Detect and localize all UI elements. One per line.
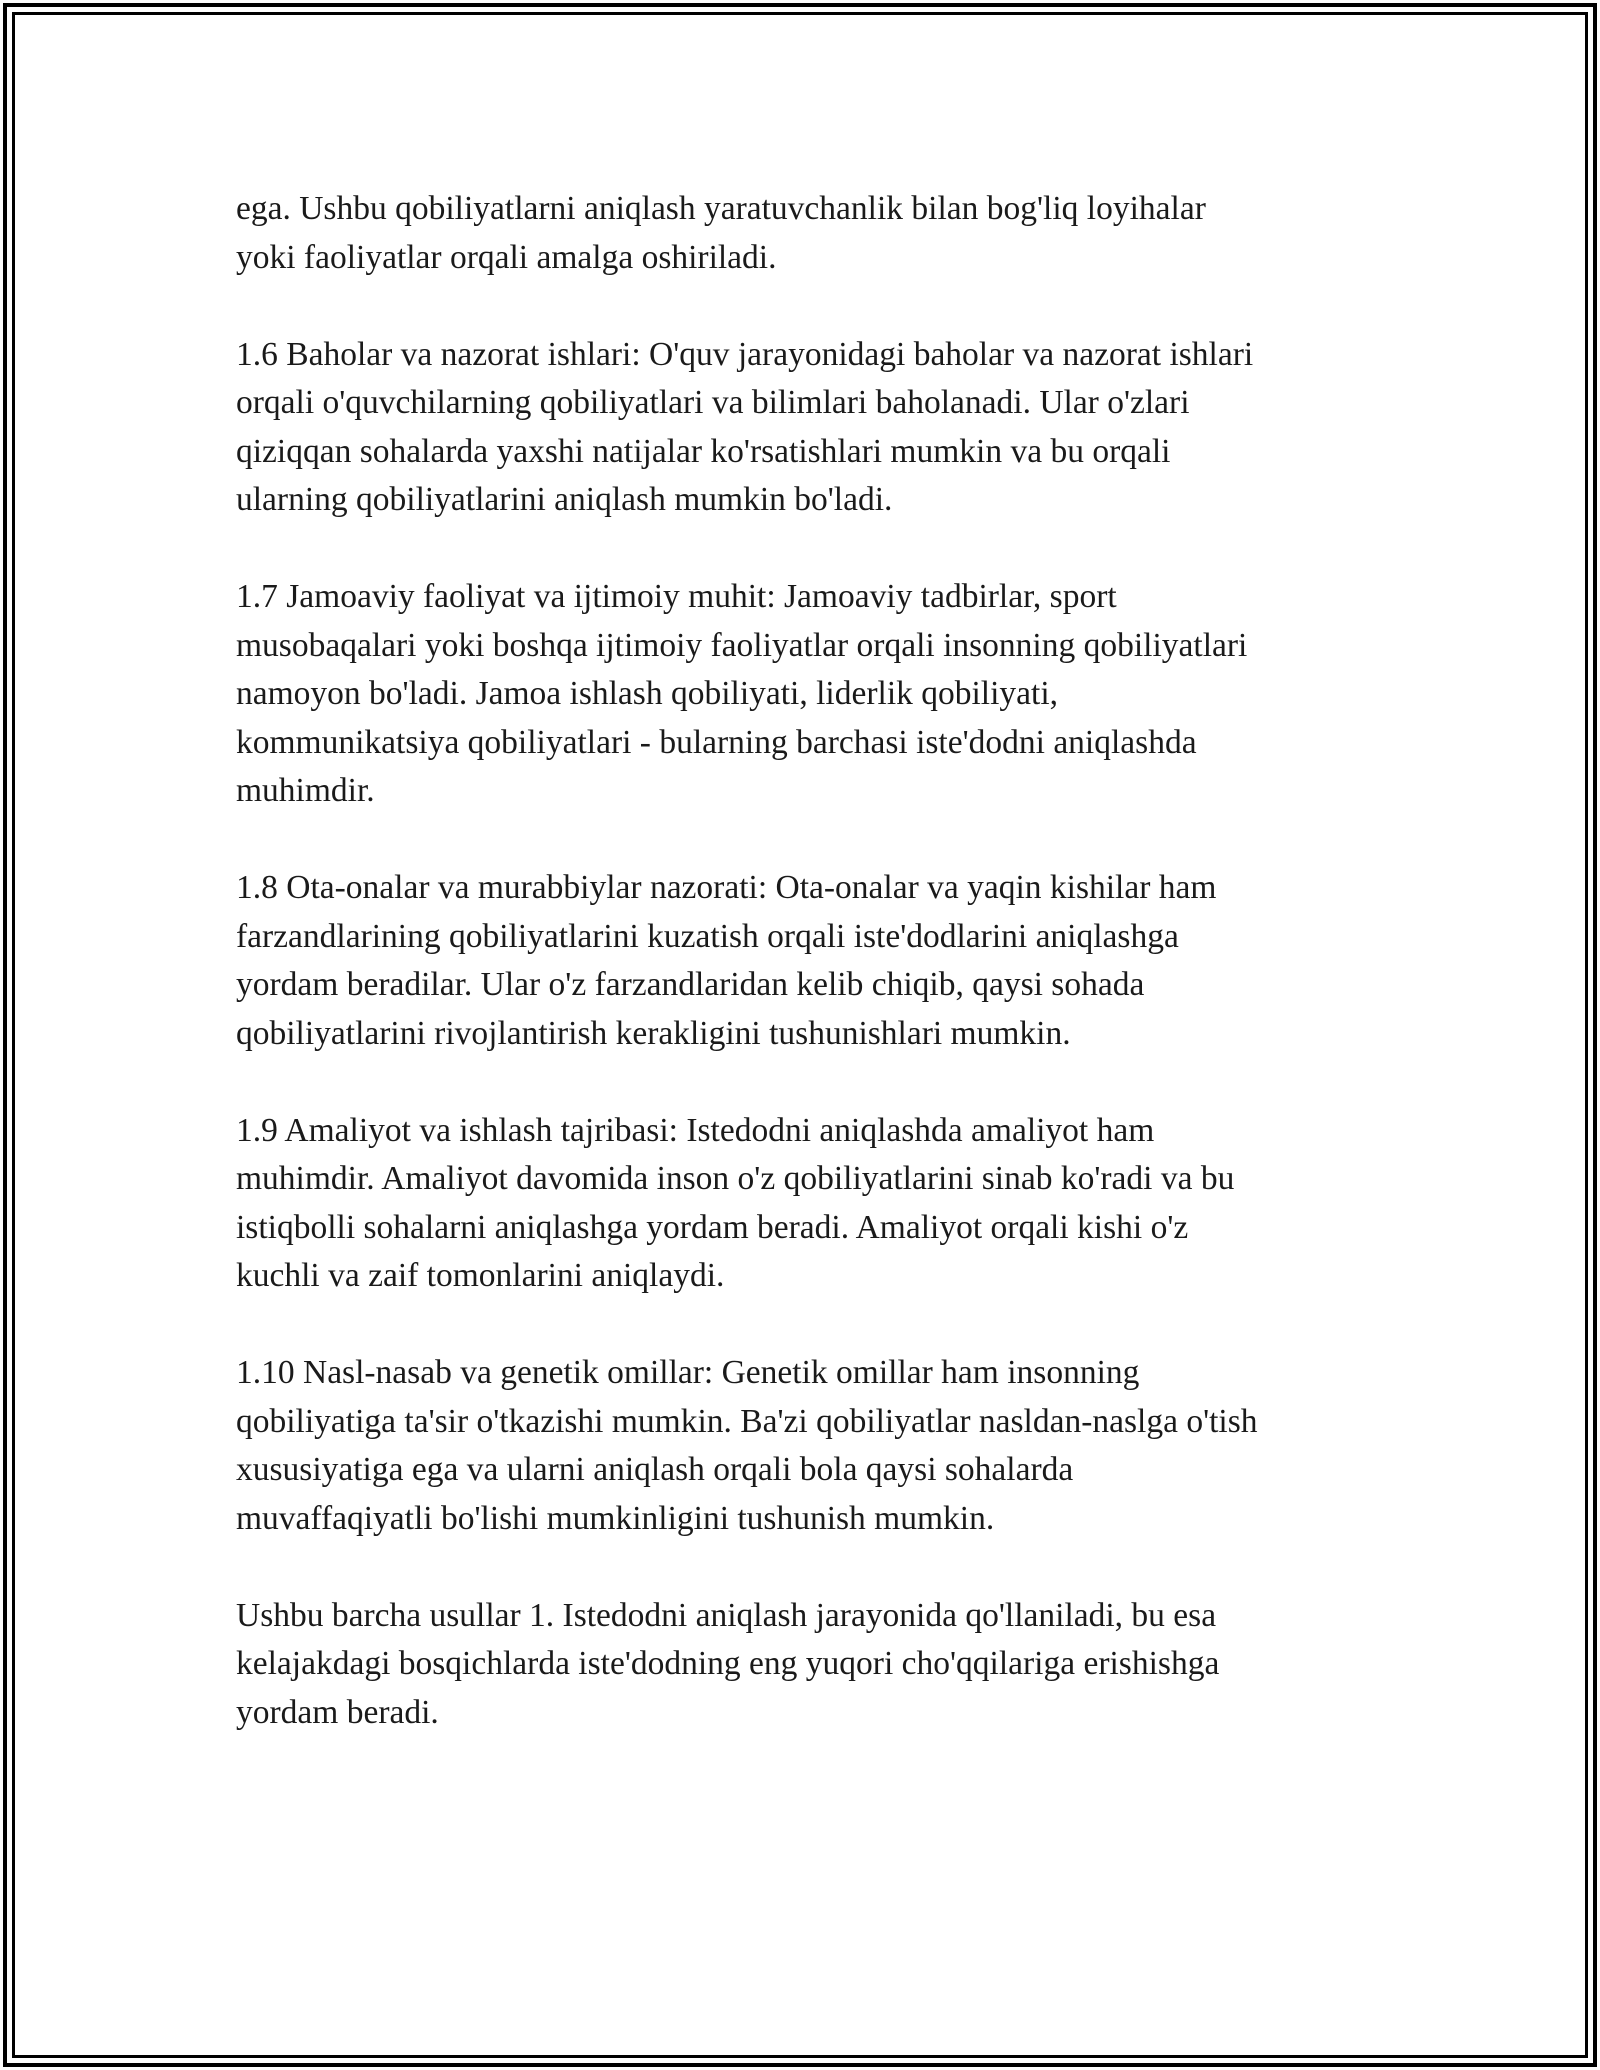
paragraph-1-6-grades-and-tests: 1.6 Baholar va nazorat ishlari: O'quv jarayonidagi baholar va nazorat ishlari orqali o'quvchilarning qobiliyatlari va bilimlari baholanadi. Ular o'zlari qiziqqan sohalarda yaxshi natijalar ko'rsatishlari mumkin va bu orqali ularning qobiliyatlarini aniqlash mumkin bo'ladi. (236, 335, 1254, 518)
paragraph-1-7-team-activity: 1.7 Jamoaviy faoliyat va ijtimoiy muhit: Jamoaviy tadbirlar, sport musobaqalari yoki boshqa ijtimoiy faoliyatlar orqali insonning qobiliyatlari namoyon bo'ladi. Jamoa ishlash qobiliyati, liderlik qobiliyati, kommunikatsiya qobiliyatlari - bularning barchasi iste'dodni aniqlashda muhimdir. (236, 578, 1248, 809)
document-body (236, 185, 1386, 1737)
paragraph-1-10-genetic-factors: 1.10 Nasl-nasab va genetik omillar: Genetik omillar ham insonning qobiliyatiga ta'sir o'tkazishi mumkin. Ba'zi qobiliyatlar nasldan-naslga o'tish xususiyatiga ega va ularni aniqlash orqali bola qaysi sohalarda muvaffaqiyatli bo'lishi mumkinligini tushunish mumkin. (236, 1354, 1258, 1537)
paragraph-1-9-practice-and-experience: 1.9 Amaliyot va ishlash tajribasi: Istedodni aniqlashda amaliyot ham muhimdir. Amaliyot davomida inson o'z qobiliyatlarini sinab ko'radi va bu istiqbolli sohalarni aniqlashga yordam beradi. Amaliyot orqali kishi o'z kuchli va zaif tomonlarini aniqlaydi. (236, 1111, 1235, 1294)
paragraph-conclusion: Ushbu barcha usullar 1. Istedodni aniqlash jarayonida qo'llaniladi, bu esa kelajakdagi bosqichlarda iste'dodning eng yuqori cho'qqilariga erishishga yordam beradi. (236, 1596, 1220, 1731)
paragraph-intro-continuation: ega. Ushbu qobiliyatlarni aniqlash yaratuvchanlik bilan bog'liq loyihalar yoki faoliyatlar orqali amalga oshiriladi. (236, 190, 1206, 276)
paragraph-1-8-parents-and-mentors: 1.8 Ota-onalar va murabbiylar nazorati: Ota-onalar va yaqin kishilar ham farzandlarining qobiliyatlarini kuzatish orqali iste'dodlarini aniqlashga yordam beradilar. Ular o'z farzandlaridan kelib chiqib, qaysi sohada qobiliyatlarini rivojlantirish kerakligini tushunishlari mumkin. (236, 869, 1217, 1052)
